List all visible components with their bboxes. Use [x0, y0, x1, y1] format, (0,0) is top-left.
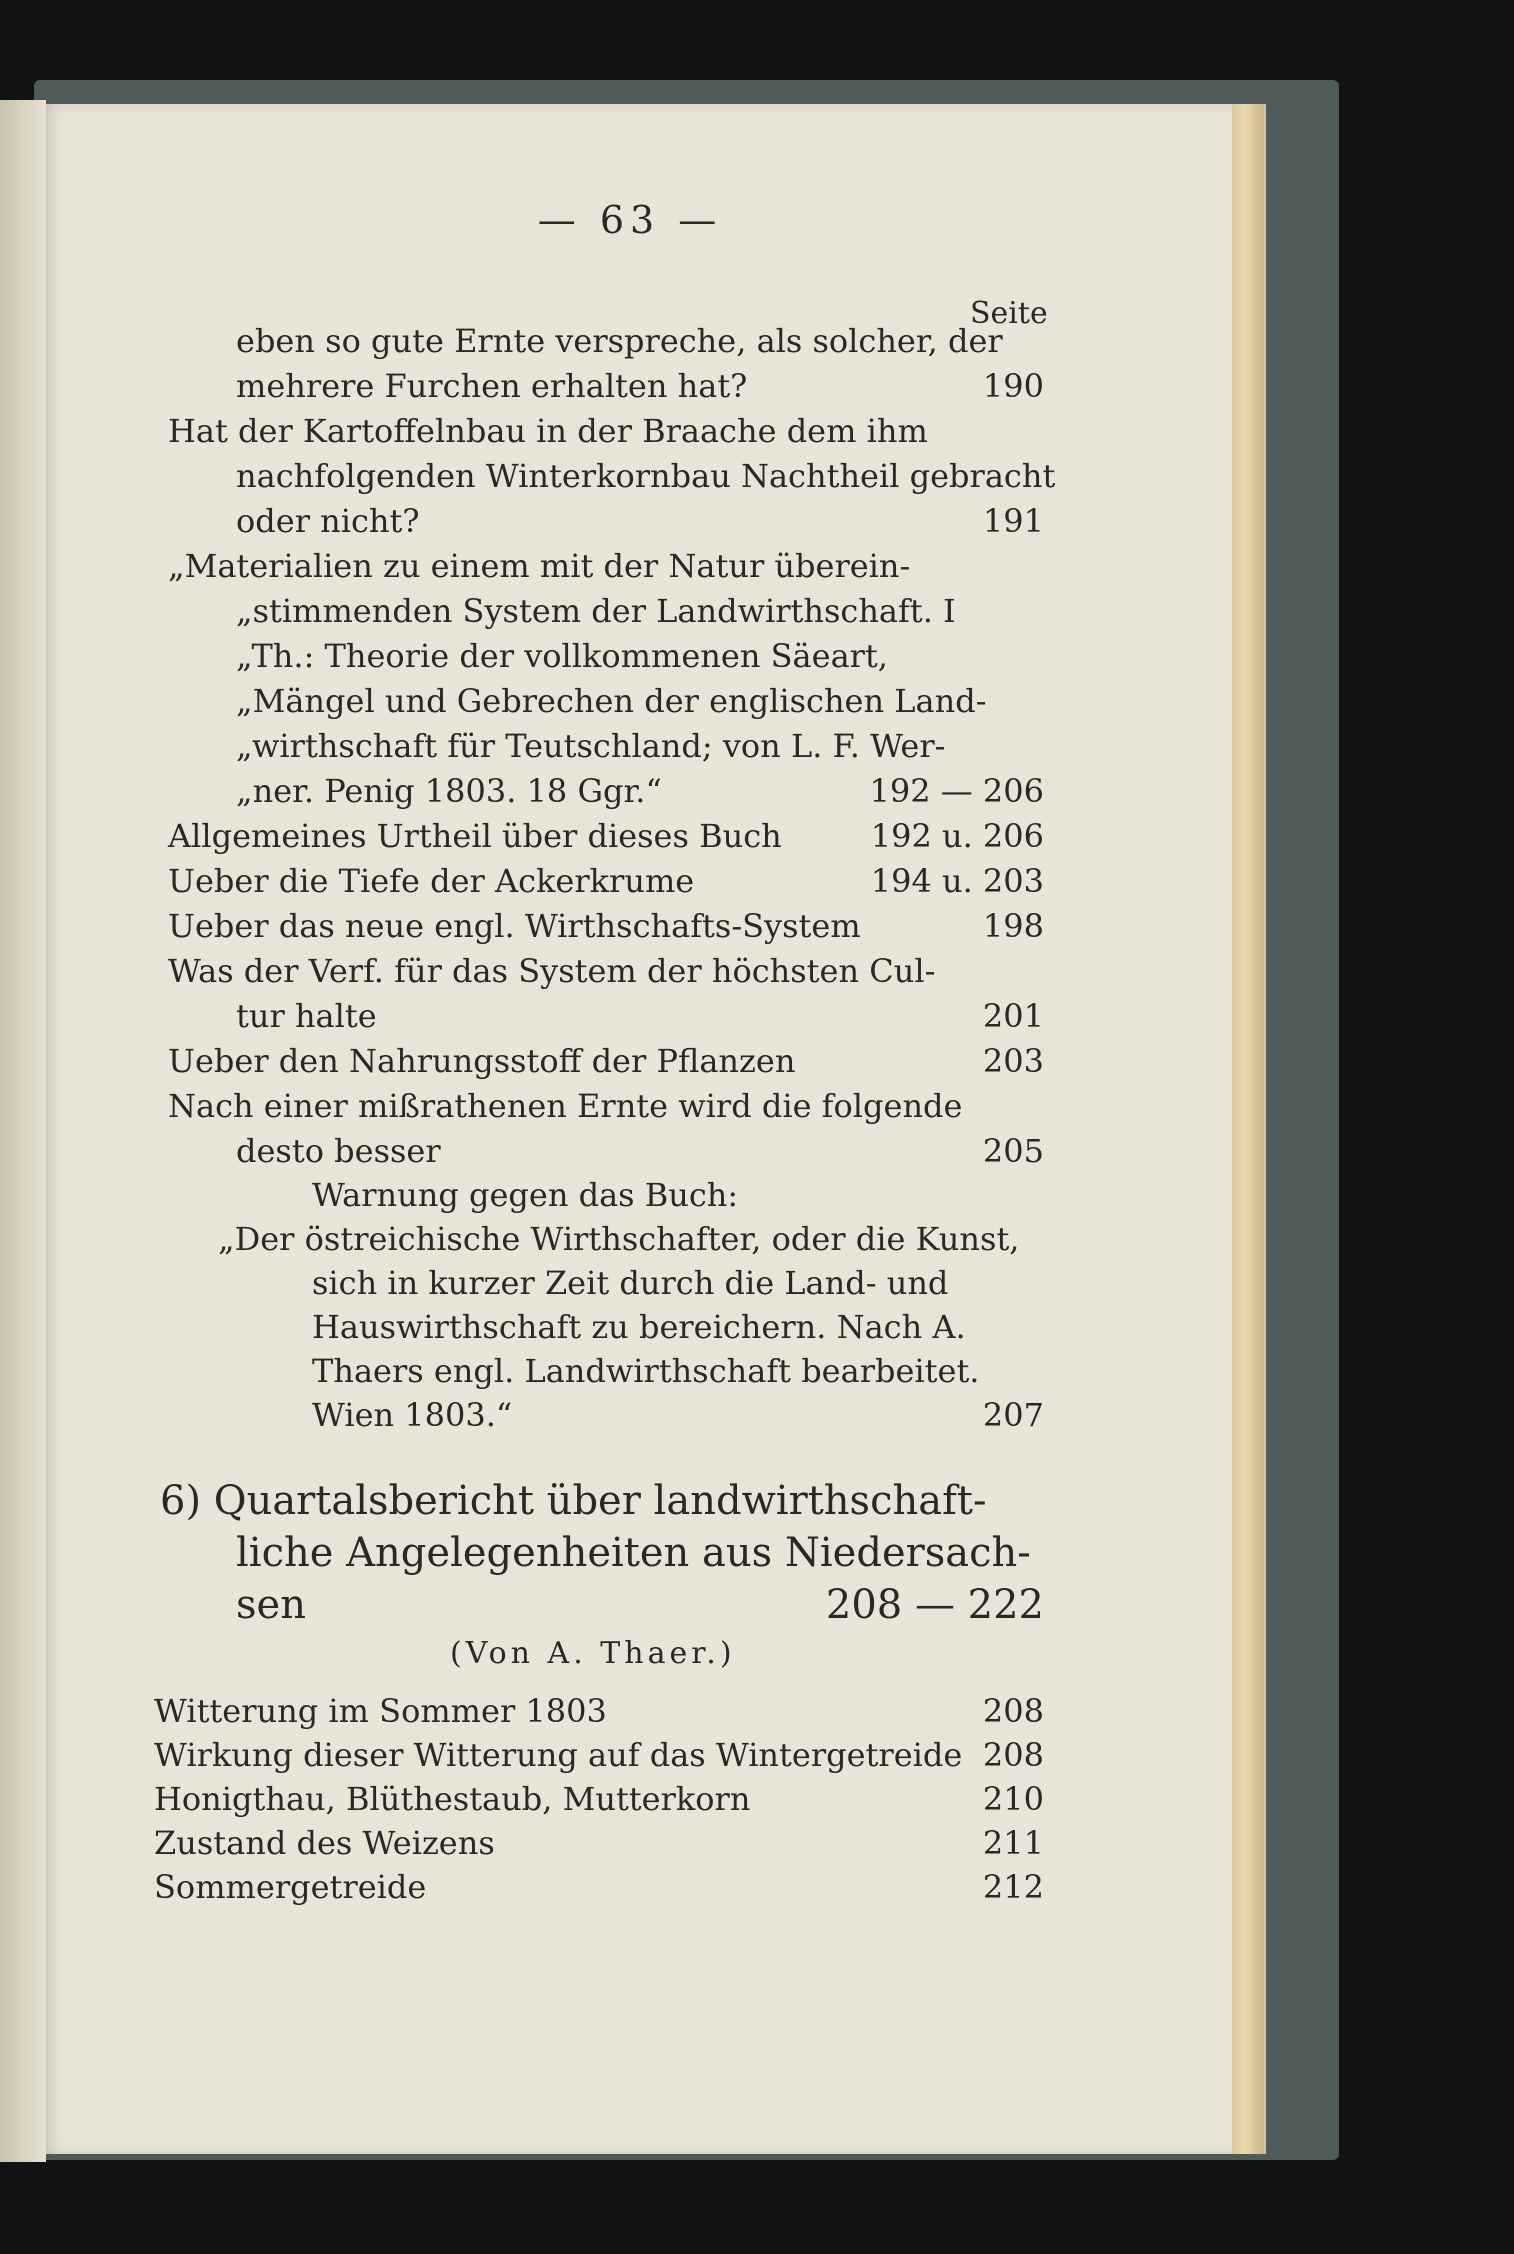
toc-page-number: 201: [982, 997, 1044, 1035]
toc-line: [0, 1042, 1514, 1086]
toc-line: [0, 1087, 1514, 1131]
toc-entry-text: „Materialien zu einem mit der Natur überein-: [168, 547, 911, 585]
toc-entry-text: Nach einer mißrathenen Ernte wird die folgende: [168, 1087, 963, 1125]
toc-entry-text: tur halte: [236, 997, 377, 1035]
toc-entry-text: Ueber das neue engl. Wirthschafts-System: [168, 907, 861, 945]
toc-page-number: 192 — 206: [869, 772, 1044, 810]
toc-entry-text: Wien 1803.“: [312, 1396, 513, 1434]
toc-line: [0, 907, 1514, 951]
toc-entry-text: liche Angelegenheiten aus Niedersach-: [236, 1530, 1031, 1576]
page-number: — 63 —: [537, 198, 723, 242]
toc-line: [0, 817, 1514, 861]
toc-entry-text: sen: [236, 1582, 306, 1628]
toc-line: [0, 1132, 1514, 1176]
toc-line: [0, 1582, 1514, 1626]
toc-line: [0, 772, 1514, 816]
toc-entry-text: Wirkung dieser Witterung auf das Wintergetreide: [154, 1736, 963, 1774]
toc-entry-text: Warnung gegen das Buch:: [312, 1176, 739, 1214]
toc-page-number: 212: [982, 1868, 1044, 1906]
toc-line: [0, 682, 1514, 726]
toc-line: [0, 322, 1514, 366]
toc-entry-text: Hat der Kartoffelnbau in der Braache dem ihm: [168, 412, 928, 450]
toc-page-number: 207: [982, 1396, 1044, 1434]
toc-line: [0, 1868, 1514, 1912]
toc-entry-text: mehrere Furchen erhalten hat?: [236, 367, 748, 405]
toc-line: [0, 1824, 1514, 1868]
toc-line: [0, 1692, 1514, 1736]
toc-entry-text: sich in kurzer Zeit durch die Land- und: [312, 1264, 949, 1302]
toc-entry-text: Allgemeines Urtheil über dieses Buch: [168, 817, 782, 855]
toc-line: [0, 1352, 1514, 1396]
toc-line: [0, 1736, 1514, 1780]
toc-entry-text: Was der Verf. für das System der höchsten Cul-: [168, 952, 936, 990]
toc-line: [0, 637, 1514, 681]
toc-line: [0, 502, 1514, 546]
toc-page-number: 208: [982, 1736, 1044, 1774]
toc-line: [0, 952, 1514, 996]
toc-page-number: 211: [982, 1824, 1044, 1862]
toc-line: [0, 1264, 1514, 1308]
toc-page-number: 192 u. 206: [870, 817, 1044, 855]
toc-page-number: 190: [982, 367, 1044, 405]
toc-entry-text: Thaers engl. Landwirthschaft bearbeitet.: [312, 1352, 980, 1390]
toc-line: [0, 592, 1514, 636]
toc-line: [0, 1530, 1514, 1574]
section-author: (Von A. Thaer.): [450, 1636, 736, 1671]
toc-line: [0, 1176, 1514, 1220]
toc-entry-text: Hauswirthschaft zu bereichern. Nach A.: [312, 1308, 966, 1346]
toc-entry-text: desto besser: [236, 1132, 441, 1170]
toc-entry-text: „stimmenden System der Landwirthschaft. I: [236, 592, 956, 630]
toc-entry-text: Sommergetreide: [154, 1868, 427, 1906]
toc-line: [0, 862, 1514, 906]
toc-line: [0, 367, 1514, 411]
toc-page-number: 210: [982, 1780, 1044, 1818]
column-header: Seite: [970, 296, 1048, 331]
toc-page-number: 194 u. 203: [870, 862, 1044, 900]
toc-entry-text: „wirthschaft für Teutschland; von L. F. Wer-: [236, 727, 946, 765]
toc-page-number: 208 — 222: [825, 1582, 1044, 1628]
toc-entry-text: Ueber den Nahrungsstoff der Pflanzen: [168, 1042, 796, 1080]
toc-line: [0, 457, 1514, 501]
toc-page-number: 198: [982, 907, 1044, 945]
toc-entry-text: „Der östreichische Wirthschafter, oder die Kunst,: [218, 1220, 1020, 1258]
toc-page-number: 208: [982, 1692, 1044, 1730]
toc-entry-text: „Mängel und Gebrechen der englischen Land-: [236, 682, 987, 720]
toc-entry-text: oder nicht?: [236, 502, 420, 540]
toc-line: [0, 727, 1514, 771]
toc-entry-text: eben so gute Ernte verspreche, als solcher, der: [236, 322, 1003, 360]
toc-entry-text: 6) Quartalsbericht über landwirthschaft-: [160, 1478, 987, 1524]
toc-entry-text: „ner. Penig 1803. 18 Ggr.“: [236, 772, 662, 810]
toc-entry-text: Honigthau, Blüthestaub, Mutterkorn: [154, 1780, 751, 1818]
toc-page-number: 203: [982, 1042, 1044, 1080]
toc-line: [0, 1308, 1514, 1352]
toc-entry-text: Witterung im Sommer 1803: [154, 1692, 607, 1730]
toc-entry-text: Zustand des Weizens: [154, 1824, 495, 1862]
toc-line: [0, 412, 1514, 456]
toc-page-number: 191: [982, 502, 1044, 540]
toc-entry-text: nachfolgenden Winterkornbau Nachtheil gebracht: [236, 457, 1056, 495]
toc-entry-text: Ueber die Tiefe der Ackerkrume: [168, 862, 695, 900]
toc-line: [0, 997, 1514, 1041]
toc-line: [0, 547, 1514, 591]
toc-line: [0, 1220, 1514, 1264]
toc-line: [0, 1478, 1514, 1522]
toc-line: [0, 1396, 1514, 1440]
toc-line: [0, 1780, 1514, 1824]
toc-entry-text: „Th.: Theorie der vollkommenen Säeart,: [236, 637, 888, 675]
toc-page-number: 205: [982, 1132, 1044, 1170]
